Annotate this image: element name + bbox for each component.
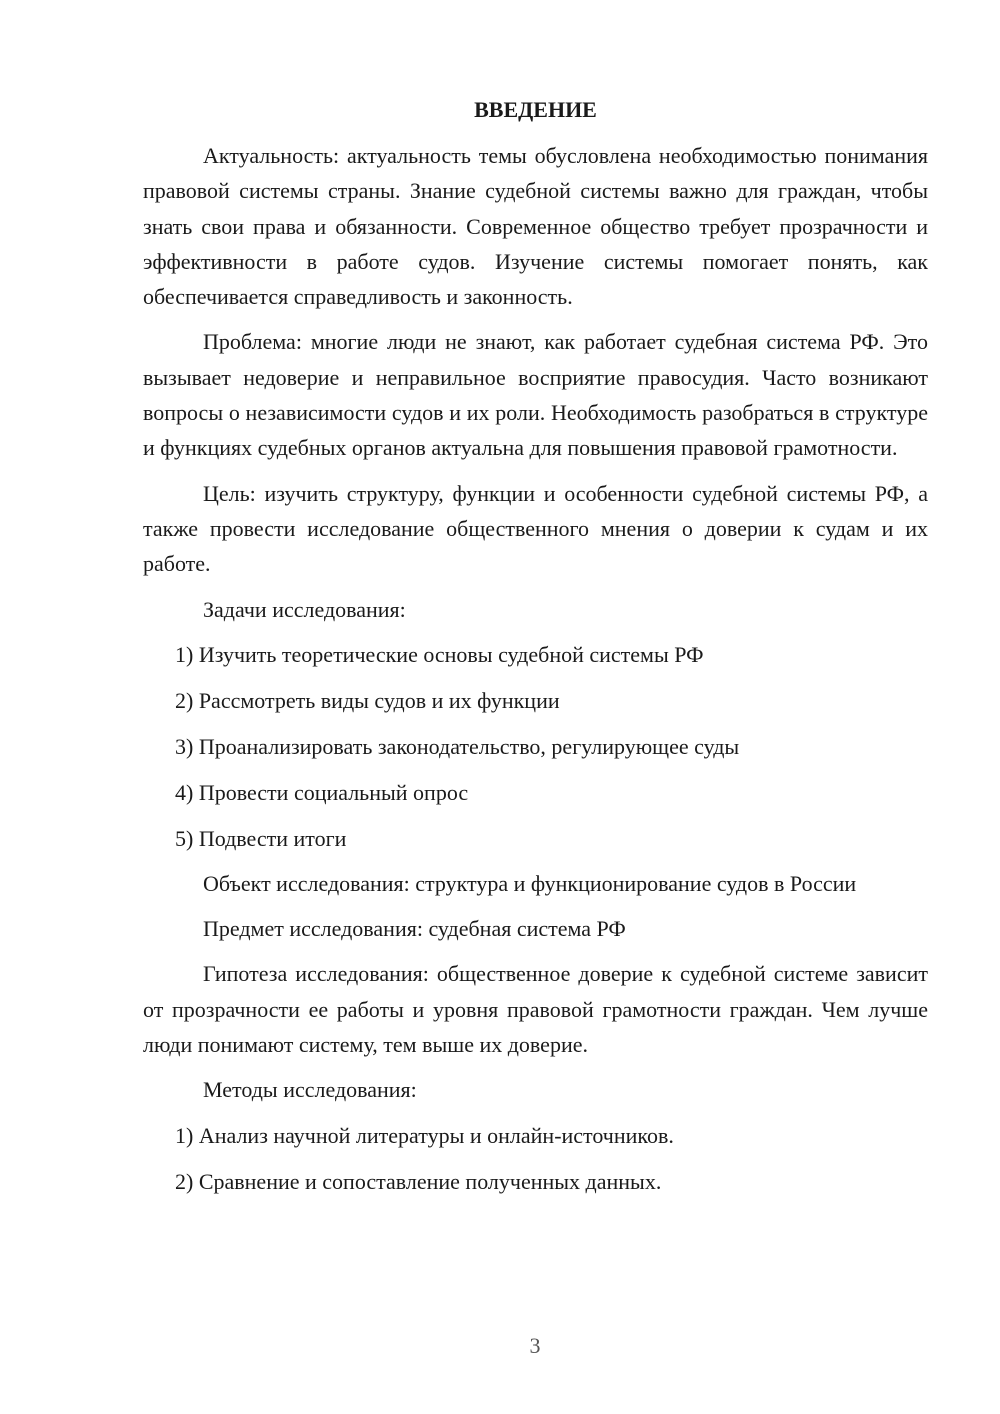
subject-paragraph: Предмет исследования: судебная система РФ — [203, 916, 626, 942]
goal-paragraph: Цель: изучить структуру, функции и особенности судебной системы РФ, а также провести исследование общественного мнения о доверии к судам и их работе. — [143, 480, 928, 577]
relevance-paragraph: Актуальность: актуальность темы обусловлена необходимостью понимания правовой системы страны. Знание судебной системы важно для граждан, чтобы знать свои права и обязанности. Современное общество требует прозрачности и эффективности в работе судов. Изучение системы помогает понять, как обеспечивается справедливость и законность. — [143, 143, 928, 310]
tasks-list — [143, 637, 928, 855]
list-item: 1) Изучить теоретические основы судебной системы РФ — [175, 642, 704, 668]
problem-paragraph: Проблема: многие люди не знают, как работает судебная система РФ. Это вызывает недоверие и неправильное восприятие правосудия. Часто возникают вопросы о независимости судов и их роли. Необходимость разобраться в структуре и функциях судебных органов актуальна для повышения правовой грамотности. — [143, 329, 928, 461]
page-content — [143, 94, 928, 1199]
object-paragraph: Объект исследования: структура и функционирование судов в России — [203, 870, 857, 896]
methods-label: Методы исследования: — [203, 1077, 417, 1103]
list-item: 3) Проанализировать законодательство, регулирующее суды — [175, 733, 740, 759]
page-title: ВВЕДЕНИЕ — [474, 97, 597, 122]
page-number: 3 — [529, 1333, 541, 1358]
methods-list — [143, 1118, 928, 1199]
list-item: 4) Провести социальный опрос — [175, 779, 469, 805]
tasks-label: Задачи исследования: — [203, 596, 406, 622]
hypothesis-paragraph: Гипотеза исследования: общественное доверие к судебной системе зависит от прозрачности ее работы и уровня правовой грамотности граждан. Чем лучше люди понимают систему, тем выше их доверие. — [143, 961, 928, 1058]
list-item: 2) Сравнение и сопоставление полученных данных. — [175, 1168, 662, 1194]
list-item: 5) Подвести итоги — [175, 825, 347, 851]
list-item: 1) Анализ научной литературы и онлайн-источников. — [175, 1123, 674, 1149]
list-item: 2) Рассмотреть виды судов и их функции — [175, 688, 560, 714]
